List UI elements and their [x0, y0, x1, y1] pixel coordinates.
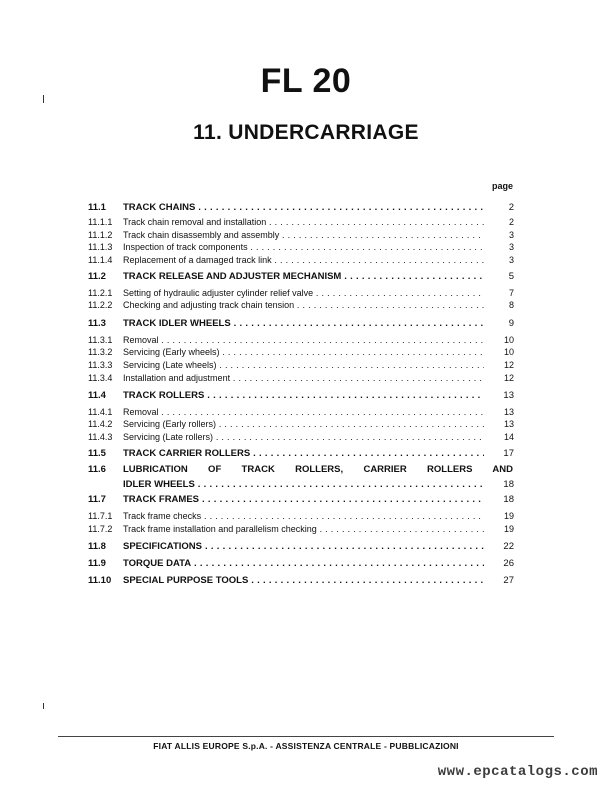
toc-entry-title: Track frame checks . . .	[123, 510, 484, 523]
toc-entry-number: 11.3	[88, 318, 106, 329]
toc-entry-page: 14	[503, 432, 514, 442]
toc-section-entry[interactable]	[88, 389, 514, 402]
toc-subsection-entry[interactable]	[88, 346, 514, 359]
toc-entry-title: Servicing (Early rollers) . . .	[123, 418, 484, 431]
toc-entry-number: 11.3.2	[88, 347, 113, 357]
toc-entry-title: TRACK IDLER WHEELS . . .	[123, 317, 484, 330]
toc-entry-page: 9	[508, 318, 514, 329]
toc-section-entry[interactable]	[88, 463, 514, 476]
toc-entry-title: Servicing (Early wheels) . . .	[123, 346, 484, 359]
toc-entry-page: 13	[503, 407, 514, 417]
toc-entry-title: Servicing (Late rollers) . . .	[123, 431, 484, 444]
toc-section-entry[interactable]	[88, 201, 514, 214]
margin-mark	[43, 703, 44, 709]
toc-section-entry[interactable]	[88, 493, 514, 506]
toc-subsection-entry[interactable]	[88, 372, 514, 385]
toc-subsection-entry[interactable]	[88, 510, 514, 523]
toc-entry-page: 22	[503, 541, 514, 552]
toc-entry-number: 11.2.1	[88, 288, 113, 298]
toc-entry-page: 5	[508, 271, 514, 282]
toc-entry-title: Track chain disassembly and assembly . . .	[123, 229, 484, 242]
toc-entry-number: 11.2.2	[88, 300, 113, 310]
toc-entry-number: 11.4	[88, 390, 106, 401]
toc-entry-number: 11.8	[88, 541, 106, 552]
toc-entry-title: Checking and adjusting track chain tension . . .	[123, 299, 484, 312]
toc-entry-page: 7	[508, 288, 514, 298]
toc-entry-title: Servicing (Late wheels) . . .	[123, 359, 484, 372]
toc-entry-title-cont: IDLER WHEELS . . .	[123, 478, 484, 491]
toc-entry-title: SPECIAL PURPOSE TOOLS . . .	[123, 574, 484, 587]
toc-entry-number: 11.1.4	[88, 255, 113, 265]
watermark: www.epcatalogs.com	[437, 764, 598, 780]
document-title: FL 20	[260, 62, 352, 100]
toc-entry-title: Track chain removal and installation . . .	[123, 216, 484, 229]
toc-entry-title: SPECIFICATIONS . . .	[123, 540, 484, 553]
toc-entry-number: 11.4.1	[88, 407, 113, 417]
toc-subsection-entry[interactable]	[88, 359, 514, 372]
toc-section-entry[interactable]	[88, 270, 514, 283]
toc-entry-title: TRACK CARRIER ROLLERS . . .	[123, 447, 484, 460]
toc-entry-number: 11.3.1	[88, 335, 113, 345]
toc-entry-title: Inspection of track components . . .	[123, 241, 484, 254]
toc-entry-number: 11.7.1	[88, 511, 113, 521]
toc-entry-page: 3	[508, 230, 514, 240]
toc-entry-number: 11.9	[88, 558, 106, 569]
toc-entry-page: 26	[503, 558, 514, 569]
toc-entry-continuation[interactable]	[88, 478, 514, 491]
toc-subsection-entry[interactable]	[88, 431, 514, 444]
toc-entry-number: 11.1.1	[88, 217, 113, 227]
page-column-label: page	[492, 181, 514, 191]
toc-entry-title: TORQUE DATA . . .	[123, 557, 484, 570]
toc-entry-page: 27	[503, 575, 514, 586]
toc-entry-number: 11.2	[88, 271, 106, 282]
toc-entry-page: 3	[508, 255, 514, 265]
toc-entry-page: 18	[503, 494, 514, 505]
toc-entry-number: 11.3.4	[88, 373, 113, 383]
toc-entry-page: 10	[503, 335, 514, 345]
toc-entry-number: 11.1.3	[88, 242, 113, 252]
toc-entry-title: TRACK ROLLERS . . .	[123, 389, 484, 402]
toc-section-entry[interactable]	[88, 317, 514, 330]
toc-entry-title: Setting of hydraulic adjuster cylinder relief valve . . .	[123, 287, 484, 300]
toc-entry-number: 11.6	[88, 464, 106, 475]
toc-entry-title: LUBRICATION OF TRACK ROLLERS, CARRIER ROLLERS AND	[123, 464, 513, 475]
toc-entry-page: 3	[508, 242, 514, 252]
toc-entry-title: Replacement of a damaged track link . . .	[123, 254, 484, 267]
toc-entry-page: 12	[503, 360, 514, 370]
chapter-heading: 11. UNDERCARRIAGE	[193, 121, 419, 144]
toc-entry-number: 11.3.3	[88, 360, 113, 370]
toc-entry-page: 18	[503, 479, 514, 490]
toc-entry-title: Removal . . .	[123, 406, 484, 419]
toc-entry-page: 8	[508, 300, 514, 310]
toc-subsection-entry[interactable]	[88, 418, 514, 431]
toc-entry-page: 13	[503, 390, 514, 401]
toc-entry-title: TRACK CHAINS . . .	[123, 201, 484, 214]
publisher-footer: FIAT ALLIS EUROPE S.p.A. - ASSISTENZA CENTRALE - PUBBLICAZIONI	[153, 741, 459, 751]
toc-entry-number: 11.1	[88, 202, 106, 213]
toc-entry-page: 12	[503, 373, 514, 383]
toc-subsection-entry[interactable]	[88, 216, 514, 229]
footer-divider	[58, 736, 554, 737]
toc-entry-page: 2	[508, 217, 514, 227]
toc-subsection-entry[interactable]	[88, 254, 514, 267]
toc-subsection-entry[interactable]	[88, 241, 514, 254]
toc-entry-number: 11.7.2	[88, 524, 113, 534]
toc-entry-number: 11.1.2	[88, 230, 113, 240]
toc-entry-page: 17	[503, 448, 514, 459]
toc-entry-number: 11.4.2	[88, 419, 113, 429]
toc-section-entry[interactable]	[88, 574, 514, 587]
toc-entry-number: 11.4.3	[88, 432, 113, 442]
toc-entry-title: Removal . . .	[123, 334, 484, 347]
toc-entry-title: Track frame installation and parallelism checking . . .	[123, 523, 484, 536]
toc-entry-page: 19	[503, 524, 514, 534]
toc-subsection-entry[interactable]	[88, 299, 514, 312]
toc-entry-number: 11.5	[88, 448, 106, 459]
toc-subsection-entry[interactable]	[88, 523, 514, 536]
toc-entry-page: 10	[503, 347, 514, 357]
toc-section-entry[interactable]	[88, 557, 514, 570]
toc-entry-title: TRACK RELEASE AND ADJUSTER MECHANISM . . .	[123, 270, 484, 283]
toc-entry-number: 11.10	[88, 575, 112, 586]
toc-entry-title: TRACK FRAMES . . .	[123, 493, 484, 506]
toc-entry-page: 13	[503, 419, 514, 429]
toc-entry-title: Installation and adjustment . . .	[123, 372, 484, 385]
toc-entry-page: 2	[508, 202, 514, 213]
toc-section-entry[interactable]	[88, 447, 514, 460]
toc-section-entry[interactable]	[88, 540, 514, 553]
toc-entry-page: 19	[503, 511, 514, 521]
toc-entry-number: 11.7	[88, 494, 106, 505]
